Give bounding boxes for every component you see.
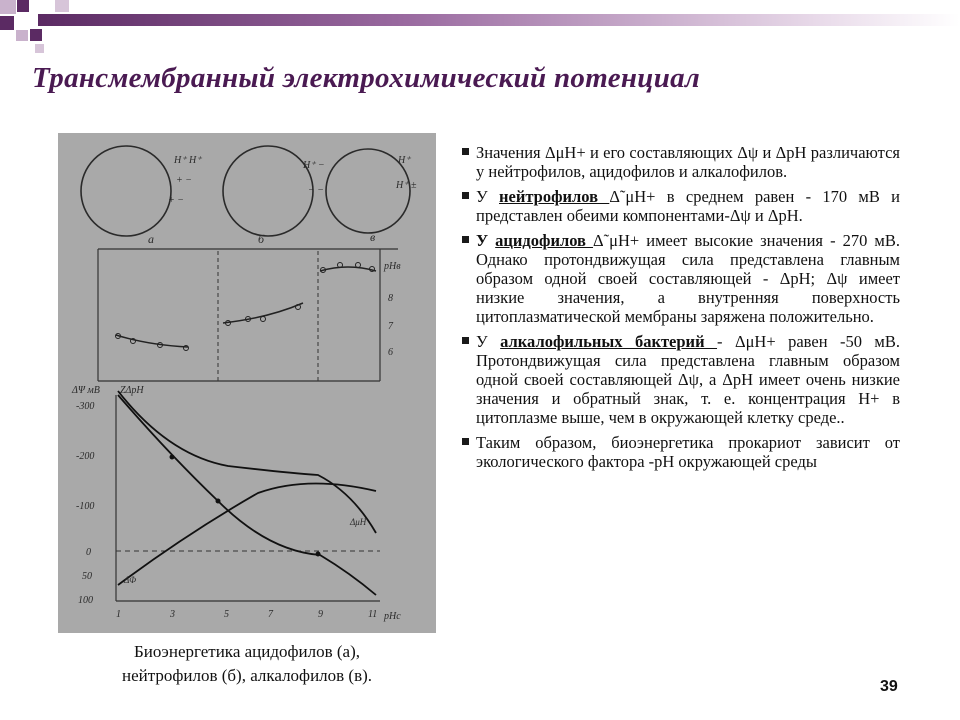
decor-square-4 (30, 29, 42, 41)
ph-tick-8: 8 (388, 293, 393, 304)
ph-curve-alkalophil (320, 267, 376, 271)
cell-proton-marks-b: H⁺ − (303, 160, 325, 171)
cell-proton-marks-c2: H⁺ ± (396, 180, 417, 191)
cell-proton-marks-a3: + − (168, 195, 184, 206)
ph-curve-neutrophil (223, 303, 303, 323)
ph-curve-acidophil (116, 335, 188, 347)
x-tick-1: 1 (116, 609, 121, 620)
left-tick-50: 50 (82, 571, 92, 582)
decor-square-2 (17, 0, 29, 12)
left-tick-100: -100 (76, 501, 95, 512)
bullet-conclusion (462, 433, 900, 471)
curve-delta-mu (118, 391, 376, 533)
bullet-square-icon (462, 337, 469, 344)
bullet-square-icon (462, 148, 469, 155)
bullet-underlined-term: алкалофильных бактерий (500, 332, 718, 351)
cell-proton-marks-c: H⁺ (398, 155, 411, 166)
left-tick-100b: 100 (78, 595, 93, 606)
bullet-list (462, 143, 900, 477)
cell-circle-a (81, 146, 171, 236)
bullet-text: Значения ΔμН+ и его составляющих Δψ и ΔpH различаются у нейтрофилов, ацидофилов и алкалофилов. (476, 143, 900, 181)
bullet-neutrophils (462, 187, 900, 225)
x-axis-unit: pHс (384, 611, 401, 622)
bullet-square-icon (462, 192, 469, 199)
bullet-square-icon (462, 236, 469, 243)
x-tick-5: 5 (224, 609, 229, 620)
bullet-underlined-term: ацидофилов (495, 231, 594, 250)
cell-proton-marks-a: H⁺ H⁺ (174, 155, 202, 166)
bullet-text: - ΔμН+ равен -50 мВ. Протондвижущая сила представлена главным образом одной своей составляющей Δψ, а ΔpH имеет очень низкие значения и обратный знак, т. е. концентрация Н+ в цитоплазме выше, чем в окружающей клетку среде.. (476, 332, 900, 427)
cell-proton-marks-b2: − − (308, 185, 324, 196)
bullet-prefix: У (476, 187, 499, 206)
slide-title: Трансмембранный электрохимический потенциал (32, 62, 701, 94)
cell-label-b: б (258, 232, 265, 246)
bullet-underlined-term: нейтрофилов (499, 187, 610, 206)
curve-delta-ph (118, 395, 376, 595)
decor-square-5 (55, 0, 69, 12)
decor-square-6 (16, 30, 28, 41)
decor-square-3 (0, 16, 14, 30)
x-tick-9: 9 (318, 609, 323, 620)
bullet-prefix: У (476, 231, 496, 250)
left-tick-0: 0 (86, 547, 91, 558)
bullet-text: Таким образом, биоэнергетика прокариот зависит от экологического фактора -pH окружающей среды (476, 433, 900, 471)
figure-caption (58, 640, 436, 688)
cell-proton-marks-a2: + − (176, 175, 192, 186)
bullet-square-icon (462, 438, 469, 445)
cell-label-a: а (148, 232, 154, 246)
x-tick-11: 11 (368, 609, 378, 620)
ph-tick-6: 6 (388, 347, 393, 358)
cell-circle-b (223, 146, 313, 236)
left-tick-300: -300 (76, 401, 95, 412)
curve-label-dmu: ΔμH (350, 517, 367, 527)
left-tick-200: -200 (76, 451, 95, 462)
bullet-text: Δ˜μН+ в среднем равен - 170 мВ и представлен обеими компонентами-Δψ и ΔpH. (476, 187, 901, 225)
ph-tick-7: 7 (388, 321, 393, 332)
caption-line-2: нейтрофилов (б), алкалофилов (в). (121, 666, 373, 685)
left-axis-label: ΔΨ мВ (72, 385, 100, 396)
decor-square-7 (35, 44, 44, 53)
bullet-acidophils (462, 231, 900, 326)
cell-label-c: в (370, 230, 376, 244)
page-number: 39 (880, 678, 898, 695)
figure-drawing (58, 133, 436, 633)
dph-axis-label: ZΔpH (120, 385, 144, 396)
bullet-text: Δ˜μH+ имеет высокие значения - 270 мВ. Однако протондвижущая сила представлена главным образом одной своей составляющей - ΔpH; Δψ имеет низкие значения, а внутренняя поверхность цитоплазматической мембраны заряжена положительно. (476, 231, 901, 326)
ph-axis-label: pHв (384, 261, 401, 272)
curve-label-dpsi: ΔΦ (124, 575, 137, 585)
decor-square-1 (0, 0, 16, 14)
x-tick-3: 3 (170, 609, 175, 620)
header-gradient-bar (38, 14, 960, 26)
curve-delta-psi (118, 483, 376, 585)
caption-line-1: Биоэнергетика ацидофилов (а), (133, 642, 360, 661)
bullet-alkalophils (462, 332, 900, 427)
bioenergetics-figure (58, 133, 436, 633)
bullet-values-differ (462, 143, 900, 181)
bullet-prefix: У (476, 332, 501, 351)
x-tick-7: 7 (268, 609, 273, 620)
